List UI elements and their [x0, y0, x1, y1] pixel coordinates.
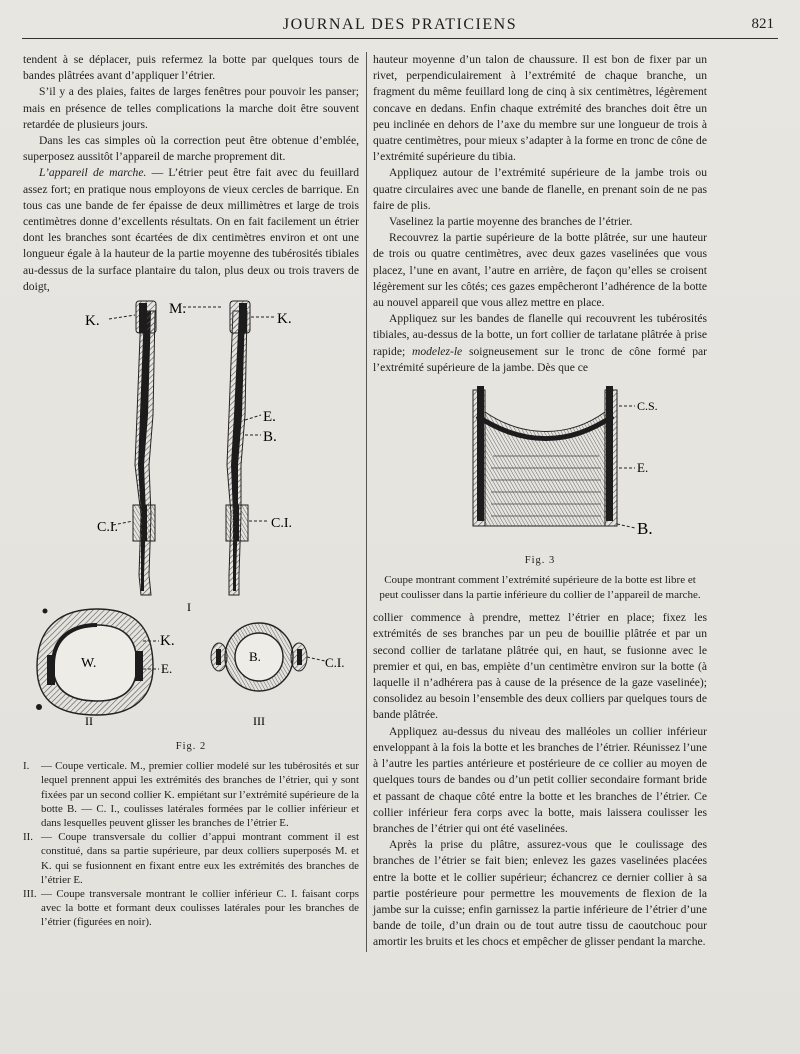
column-divider: [366, 52, 367, 952]
legend-item: [23, 759, 359, 830]
paragraph: Appliquez au-dessus du niveau des malléoles un collier inférieur enveloppant à la fois la botte et les branches de l’étrier. Réunissez l’une à l’autre les parties antérieure et postérieure de ce collier au moyen de quelques tours de bandes ou d’un petit collier secondaire formant bride et passant de chaque côté entre la botte et les branches de l’étrier. Ce collier inférieur fera corps avec la botte, mais laissera coulisser les branches de l’étrier qui ont été vaselinées.: [373, 724, 707, 835]
paragraph: hauteur moyenne d’un talon de chaussure. Il est bon de fixer par un rivet, perpendiculairement à l’extrémité de chaque branche, un fragment du même feuillard long de cinq à six centimètres, légèrement concave en dedans. Enfin chaque extrémité des branches doit être un peu inclinée en dehors de l’axe du membre sur une longueur de trois à quatre centimètres, pour mieux s’adapter à la forme en tronc de cône de l’extrémité supérieure du tibia.: [373, 53, 707, 164]
leader-line: [307, 657, 325, 661]
label-w: W.: [81, 656, 97, 672]
label-b-iii: B.: [249, 649, 261, 665]
figure-3-caption: Coupe montrant comment l’extrémité supérieure de la botte est libre et peut coulisser dans la partie inférieure du collier de l’appareil de marche.: [379, 574, 701, 601]
figure-2-title: Fig. 2: [175, 741, 207, 753]
figure-2-legend: [23, 759, 359, 929]
label-b: B.: [263, 429, 277, 446]
journal-title: JOURNAL DES PRATICIENS: [282, 16, 518, 33]
paragraph-text: Appliquez sur les bandes de flanelle qui recouvrent les tubérosités tibiales, au-dessus de la botte, un fort collier de tarlatane plâtrée à prise rapide;: [373, 312, 707, 358]
paragraph: Recouvrez la partie supérieure de la botte plâtrée, sur une hauteur de trois ou quatre centimètres, avec deux gazes vaselinées que vous placez, l’une en avant, l’autre en arrière, de façon qu’elles se croisent légèrement sur les côtés; ces gazes empêcheront l’adhérence de la botte au nouvel appareil que vous allez mettre en place.: [373, 231, 707, 310]
figure-2-leader-lines: [109, 307, 275, 525]
label-fig-i: I: [187, 600, 191, 615]
leader-line: [617, 524, 635, 528]
label-e-ii: E.: [161, 661, 173, 677]
paragraph: S’il y a des plaies, faites de larges fenêtres pour pouvoir les panser; mais en présence de telles complications la marche doit être souvent retardée de plusieurs jours.: [23, 85, 359, 131]
section-heading: L’appareil de marche.: [39, 166, 147, 180]
legend-text: — Coupe transversale montrant le collier inférieur C. I. faisant corps avec la botte et formant deux coulisses latérales pour les branches de l’étrier (figurées en noir).: [41, 888, 359, 929]
paragraph: Dans les cas simples où la correction peut être obtenue d’emblée, superposez aussitôt l’appareil de marche proprement dit.: [23, 134, 359, 164]
collar-section: [473, 386, 617, 526]
emphasis: modelez-le: [411, 344, 463, 358]
paragraph-text: soigneusement sur le tronc de cône formé par l’extrémité supérieure de la jambe. Dès que ce: [373, 344, 707, 374]
vertical-section-right: [226, 301, 250, 595]
label-k-right: K.: [277, 311, 292, 328]
legend-item: [23, 830, 359, 887]
legend-number: I.: [23, 760, 30, 773]
paragraph: Appliquez autour de l’extrémité supérieure de la jambe trois ou quatre circulaires avec une bande de flanelle, en prenant soin de ne pas faire de plis.: [373, 166, 707, 212]
figure-2: [23, 295, 359, 737]
label-fig-ii: II: [85, 714, 93, 729]
label-k: K.: [85, 313, 100, 330]
paragraph: Vaselinez la partie moyenne des branches de l’étrier.: [389, 215, 633, 229]
label-ci-iii: C.I.: [325, 655, 345, 671]
left-column: [23, 52, 359, 964]
label-e: E.: [637, 460, 649, 476]
paragraph: [23, 165, 359, 295]
vertical-section-left: [133, 301, 156, 595]
legend-text: — Coupe verticale. M., premier collier modelé sur les tubérosités et sur lequel prennent appui les extrémités des branches de l’étrier, qui y sont fixées par un second collier K. empiétant sur l’extrémité supérieure de la botte B. — C. I., coulisses latérales formées par le collier inférieur et dans lesquelles peuvent glisser les branches de l’étrier E.: [41, 760, 359, 830]
label-m: M.: [169, 301, 187, 318]
right-column: [373, 52, 707, 964]
legend-text: — Coupe transversale du collier d’appui montrant comment il est constitué, dans sa partie supérieure, par deux colliers superposés M. et K. qui se fusionnent en fixant entre eux les extrémités des branches de l’étrier E.: [41, 831, 359, 886]
figure-3-drawing: [373, 376, 707, 551]
running-header: [22, 12, 778, 39]
label-e: E.: [263, 409, 276, 426]
label-b: B.: [637, 519, 653, 539]
page-number: 821: [751, 16, 774, 32]
label-cs: C.S.: [637, 399, 658, 414]
figure-3-title: Fig. 3: [524, 555, 556, 567]
figure-3: [373, 376, 707, 551]
label-k-ii: K.: [160, 633, 175, 650]
label-ci-right: C.I.: [271, 516, 292, 532]
legend-number: III.: [23, 888, 37, 901]
paragraph: [373, 311, 707, 376]
paragraph: Après la prise du plâtre, assurez-vous que le coulissage des branches de l’étrier se fait bien; enlevez les gazes vaselinées placées entre la botte et le collier supérieur; échancrez ce dernier collier à sa partie postérieure pour permettre les mouvements de flexion de la jambe sur la cuisse; enfin garnissez la partie inférieure de l’étrier d’une bande de toile, d’un drain ou de tout autre tissu de caoutchouc pour amortir les bruits et les chocs et empêcher de glisser pendant la marche.: [373, 838, 707, 949]
paragraph: collier commence à prendre, mettez l’étrier en place; fixez les extrémités de ses branches par un peu de bouillie plâtrée et par un second collier de tarlatane plâtrée qui, en haut, se fusionne avec le premier et qui, en bas, empiète d’un centimètre environ sur la botte (à laquelle il n’adhérera pas à cause de la présence de la gaze vaselinée); consolidez au besoin l’ensemble des deux colliers par quelques tours de bande plâtrée.: [373, 611, 707, 722]
label-fig-iii: III: [253, 714, 265, 729]
legend-number: II.: [23, 831, 33, 844]
label-ci-left: C.I.: [97, 520, 118, 536]
figure-2-drawing: [23, 295, 359, 737]
legend-item: [23, 887, 359, 930]
paragraph: tendent à se déplacer, puis refermez la botte par quelques tours de bandes plâtrées avant d’appliquer l’étrier.: [23, 53, 359, 83]
paragraph-text: — L’étrier peut être fait avec du feuillard assez fort; en pratique nous employons de vieux cercles de barrique. En tous cas une bande de fer épaisse de deux millimètres et large de trois centimètres donne d’excellents résultats. On en fait facilement un étrier dont les branches sont écartées de dix centimètres environ et ont une longueur égale à la hauteur de la partie moyenne des tubérosités tibiales au-dessus de la surface plantaire du talon, plus deux ou trois travers de doigt,: [23, 166, 359, 293]
